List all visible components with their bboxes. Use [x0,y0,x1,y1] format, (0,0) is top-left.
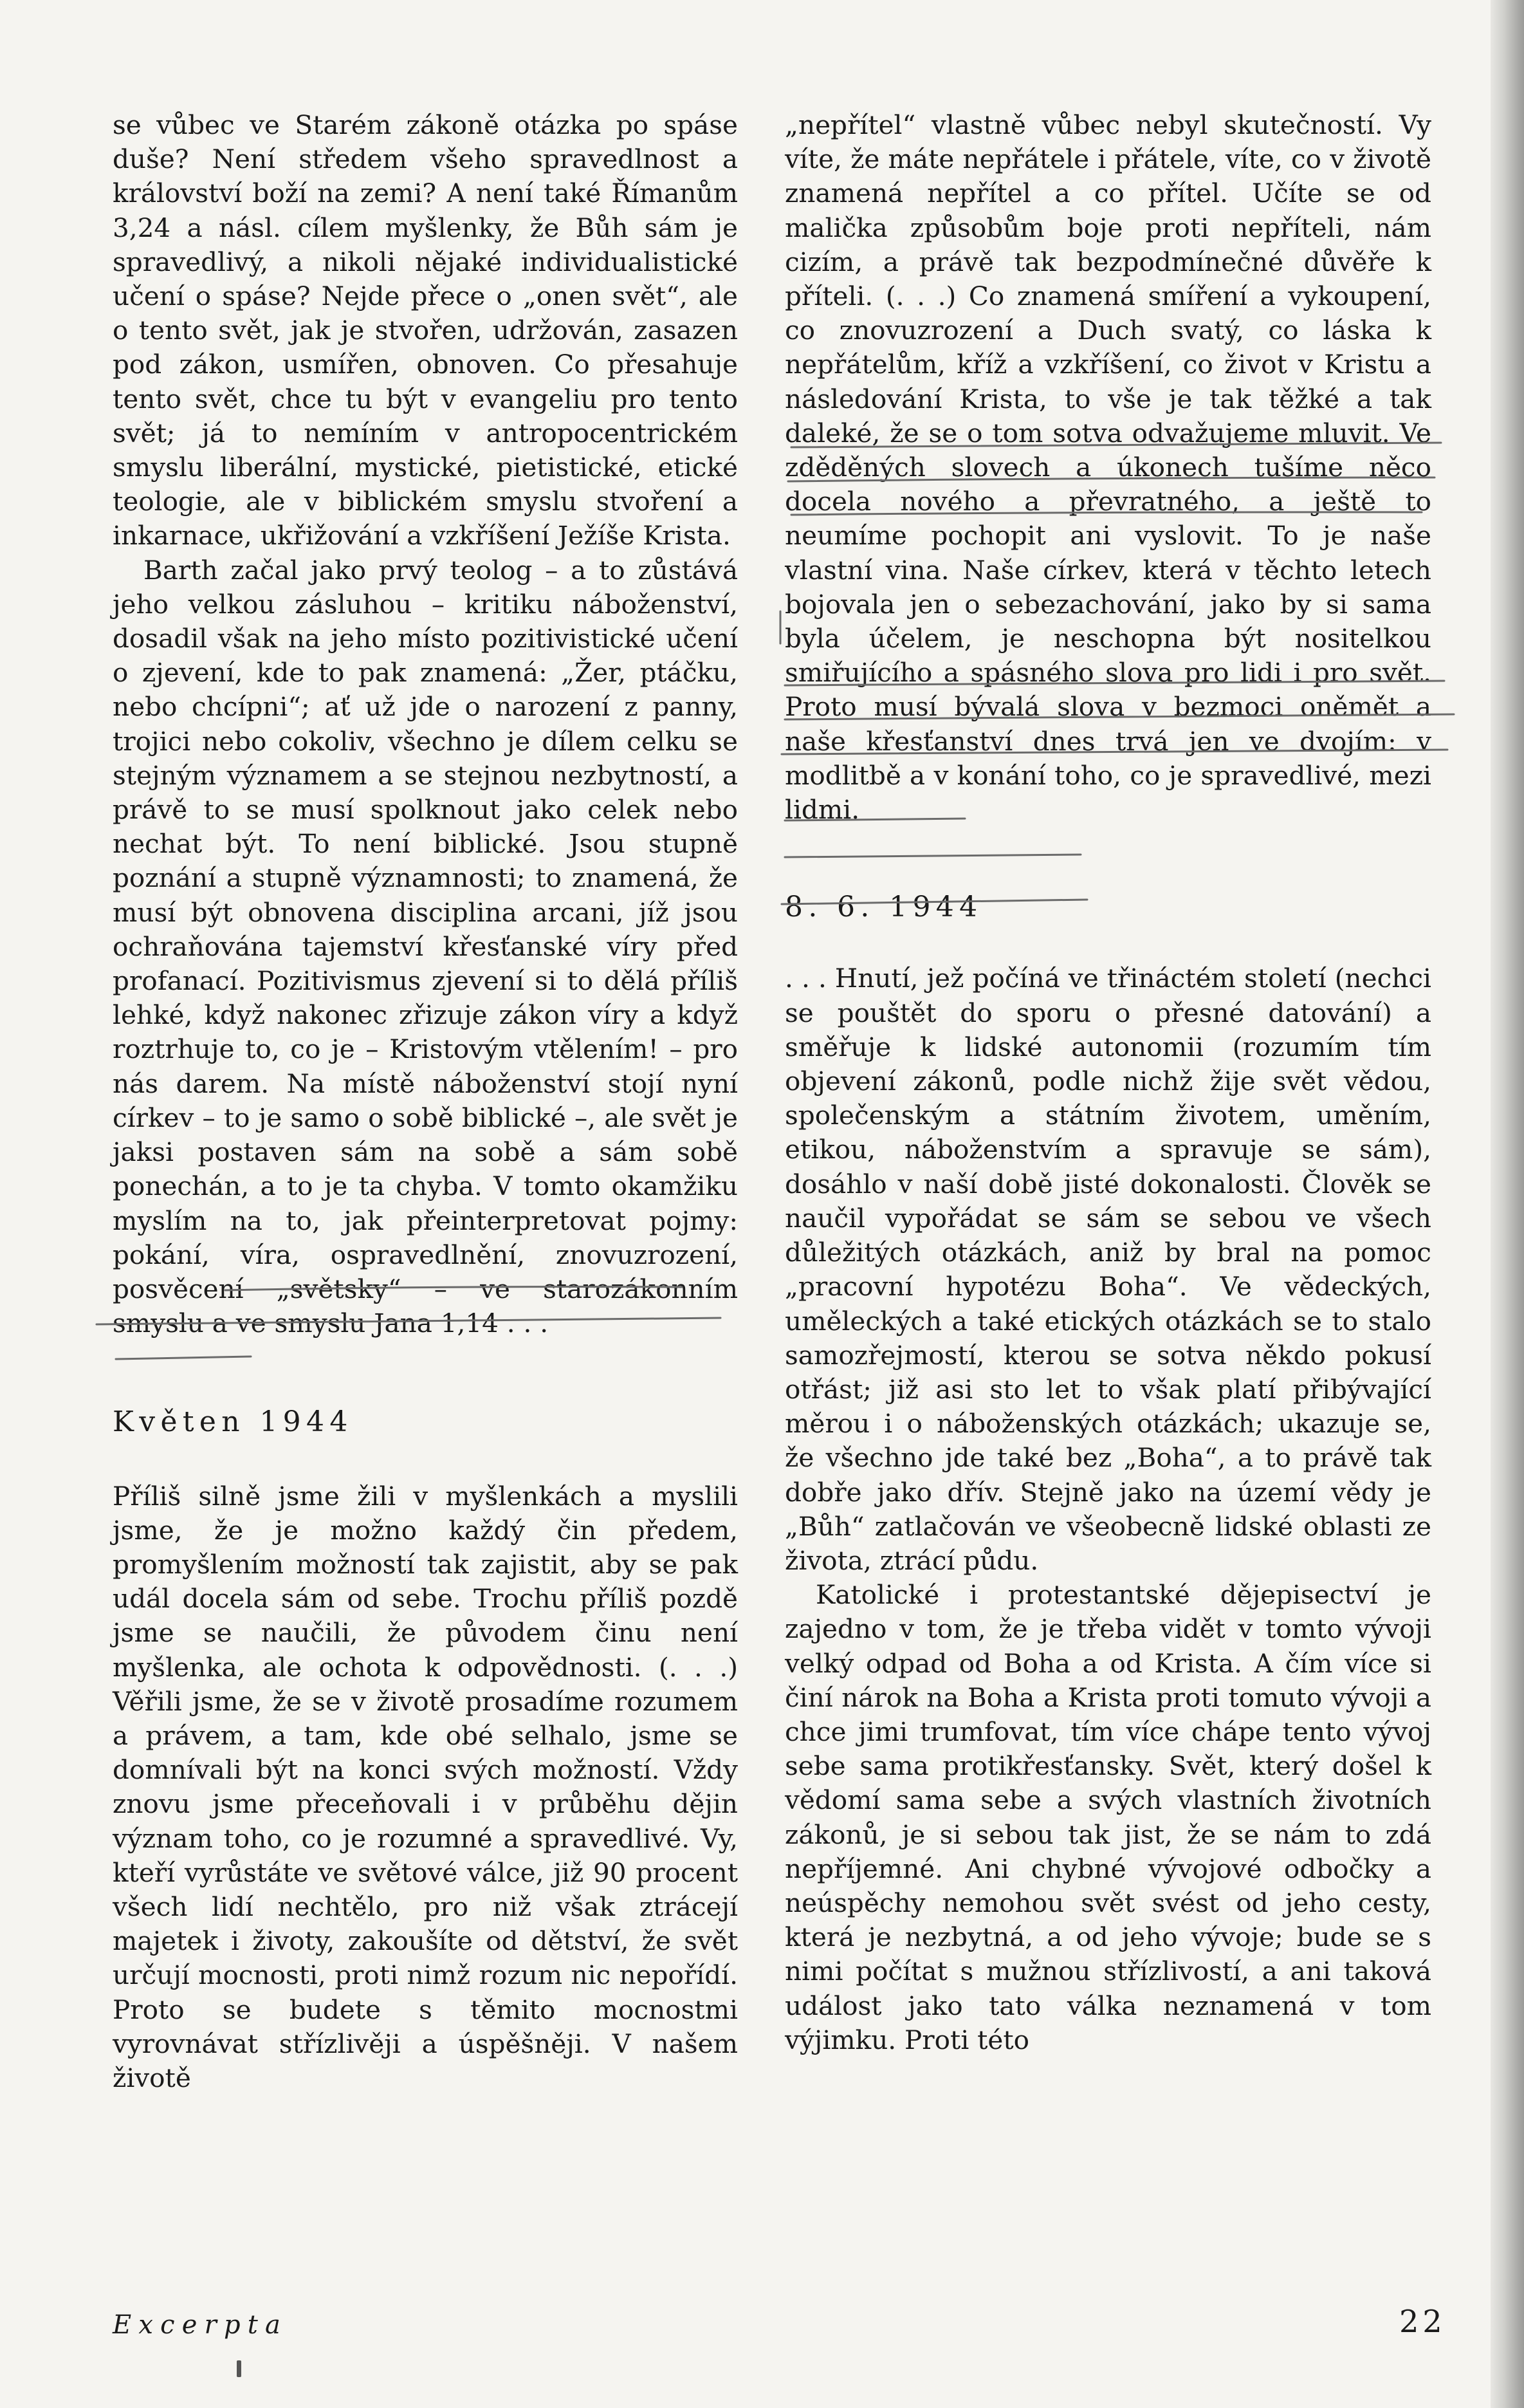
right-column [785,108,1431,2057]
left-paragraph-2: Barth začal jako prvý teolog – a to zůstává jeho velkou zásluhou – kritiku náboženství, dosadil však na jeho místo pozitivistické učení o zjevení, kde to pak znamená: „Žer, ptáčku, nebo chcípni“; ať už jde o narození z panny, trojici nebo cokoliv, všechno je dílem celku se stejným významem a se stejnou nezbytností, a právě to se musí spolknout jako celek nebo nechat být. To není biblické. Jsou stupně poznání a stupně významnosti; to znamená, že musí být obnovena disciplina arcani, jíž jsou ochraňována tajemství křesťanské víry před profanací. Pozitivismus zjevení si to dělá příliš lehké, když nakonec zřizuje zákon víry a když roztrhuje to, co je – Kristovým vtělením! – pro nás darem. Na místě náboženství stojí nyní církev – to je samo o sobě biblické –, ale svět je jaksi postaven sám na sobě a sám sobě ponechán, a to je ta chyba. V tomto okamžiku myslím na to, jak přeinterpretovat pojmy: pokání, víra, ospravedlnění, znovuzrození, posvěcení „světsky“ – ve starozákonním smyslu a ve smyslu Jana 1,14 . . . [113,554,738,1339]
right-paragraph-2: . . . Hnutí, jež počíná ve třináctém století (nechci se pouštět do sporu o přesné datování) a směřuje k lidské autonomii (rozumím tím objevení zákonů, podle nichž žije svět vědou, společenským a státním životem, uměním, etikou, náboženstvím a spravuje se sám), dosáhlo v naší době jisté dokonalosti. Člověk se naučil vypořádat se sám se sebou ve všech důležitých otázkách, aniž by bral na pomoc „pracovní hypotézu Boha“. Ve vědeckých, uměleckých a také etických otázkách se to stalo samozřejmostí, kterou se sotva někdo pokusí otřást; již asi sto let to však platí přibývající měrou i o náboženských otázkách; ukazuje se, že všechno jde také bez „Boha“, a to právě tak dobře jako dřív. Stejně jako na území vědy je „Bůh“ zatlačován ve všeobecně lidské oblasti ze života, ztrácí půdu. [785,963,1431,1576]
left-column [113,108,738,2095]
page-number: 22 [1399,2304,1446,2340]
right-paragraph-3: Katolické i protestantské dějepisectví je zajedno v tom, že je třeba vidět v tomto vývoji velký odpad od Boha a od Krista. A čím více si činí nárok na Boha a Krista proti tomuto vývoji a chce jimi trumfovat, tím více chápe tento vývoj sebe sama protikřesťansky. Svět, který došel k vědomí sama sebe a svých vlastních životních zákonů, je si sebou tak jist, že se nám to zdá nepříjemné. Ani chybné vývojové odbočky a neúspěchy nemohou svět svést od jeho cesty, která je nezbytná, a od jeho vývoje; bude se s nimi počítat s mužnou střízlivostí, a ani taková událost jako tato válka neznamená v tom výjimku. Proti této [785,1579,1431,2055]
right-paragraph-1: „nepřítel“ vlastně vůbec nebyl skutečností. Vy víte, že máte nepřátele i přátele, víte, co v životě znamená nepřítel a co přítel. Učíte se od malička způsobům boje proti nepříteli, nám cizím, a právě tak bezpodmínečné důvěře k příteli. (. . .) Co znamená smíření a vykoupení, co znovuzrození a Duch svatý, co láska k nepřátelům, kříž a vzkříšení, co život v Kristu a následování Krista, to vše je tak těžké a tak daleké, že se o tom sotva odvažujeme mluvit. Ve zděděných slovech a úkonech tušíme něco docela nového a převratného, a ještě to neumíme pochopit ani vyslovit. To je naše vlastní vina. Naše církev, která v těchto letech bojovala jen o sebezachování, jako by si sama byla účelem, je neschopna být nositelkou smiřujícího a spásného slova pro lidi i pro svět. Proto musí bývalá slova v bezmoci oněmět a naše křesťanství dnes trvá jen ve dvojím: v modlitbě a v konání toho, co je spravedlivé, mezi lidmi. [785,109,1431,826]
section-heading-date: 8. 6. 1944 [785,891,983,924]
footer-title: Excerpta [113,2310,288,2340]
left-paragraph-3: Příliš silně jsme žili v myšlenkách a myslili jsme, že je možno každý čin předem, promyšlením možností tak zajistit, aby se pak udál docela sám od sebe. Trochu příliš pozdě jsme se naučili, že původem činu není myšlenka, ale ochota k odpovědnosti. (. . .) Věřili jsme, že se v životě prosadíme rozumem a právem, a tam, kde obé selhalo, jsme se domnívali být na konci svých možností. Vždy znovu jsme přeceňovali i v průběhu dějin význam toho, co je rozumné a spravedlivé. Vy, kteří vyrůstáte ve světové válce, již 90 procent všech lidí nechtělo, pro niž však ztrácejí majetek i životy, zakoušíte od dětství, že svět určují mocnosti, proti nimž rozum nic nepořídí. Proto se budete s těmito mocnostmi vyrovnávat střízlivěji a úspěšněji. V našem životě [113,1480,738,2093]
page-edge-shadow [1491,0,1524,2408]
left-paragraph-1: se vůbec ve Starém zákoně otázka po spáse duše? Není středem všeho spravedlnost a království boží na zemi? A není také Římanům 3,24 a násl. cílem myšlenky, že Bůh sám je spravedlivý, a nikoli nějaké individualistické učení o spáse? Nejde přece o „onen svět“, ale o tento svět, jak je stvořen, udržován, zasazen pod zákon, usmířen, obnoven. Co přesahuje tento svět, chce tu být v evangeliu pro tento svět; já to nemíním v antropocentrickém smyslu liberální, mystické, pietistické, etické teologie, ale v biblickém smyslu stvoření a inkarnace, ukřižování a vzkříšení Ježíše Krista. [113,109,738,551]
ink-speck [237,2360,241,2377]
section-heading-kveten: Květen 1944 [113,1405,353,1439]
